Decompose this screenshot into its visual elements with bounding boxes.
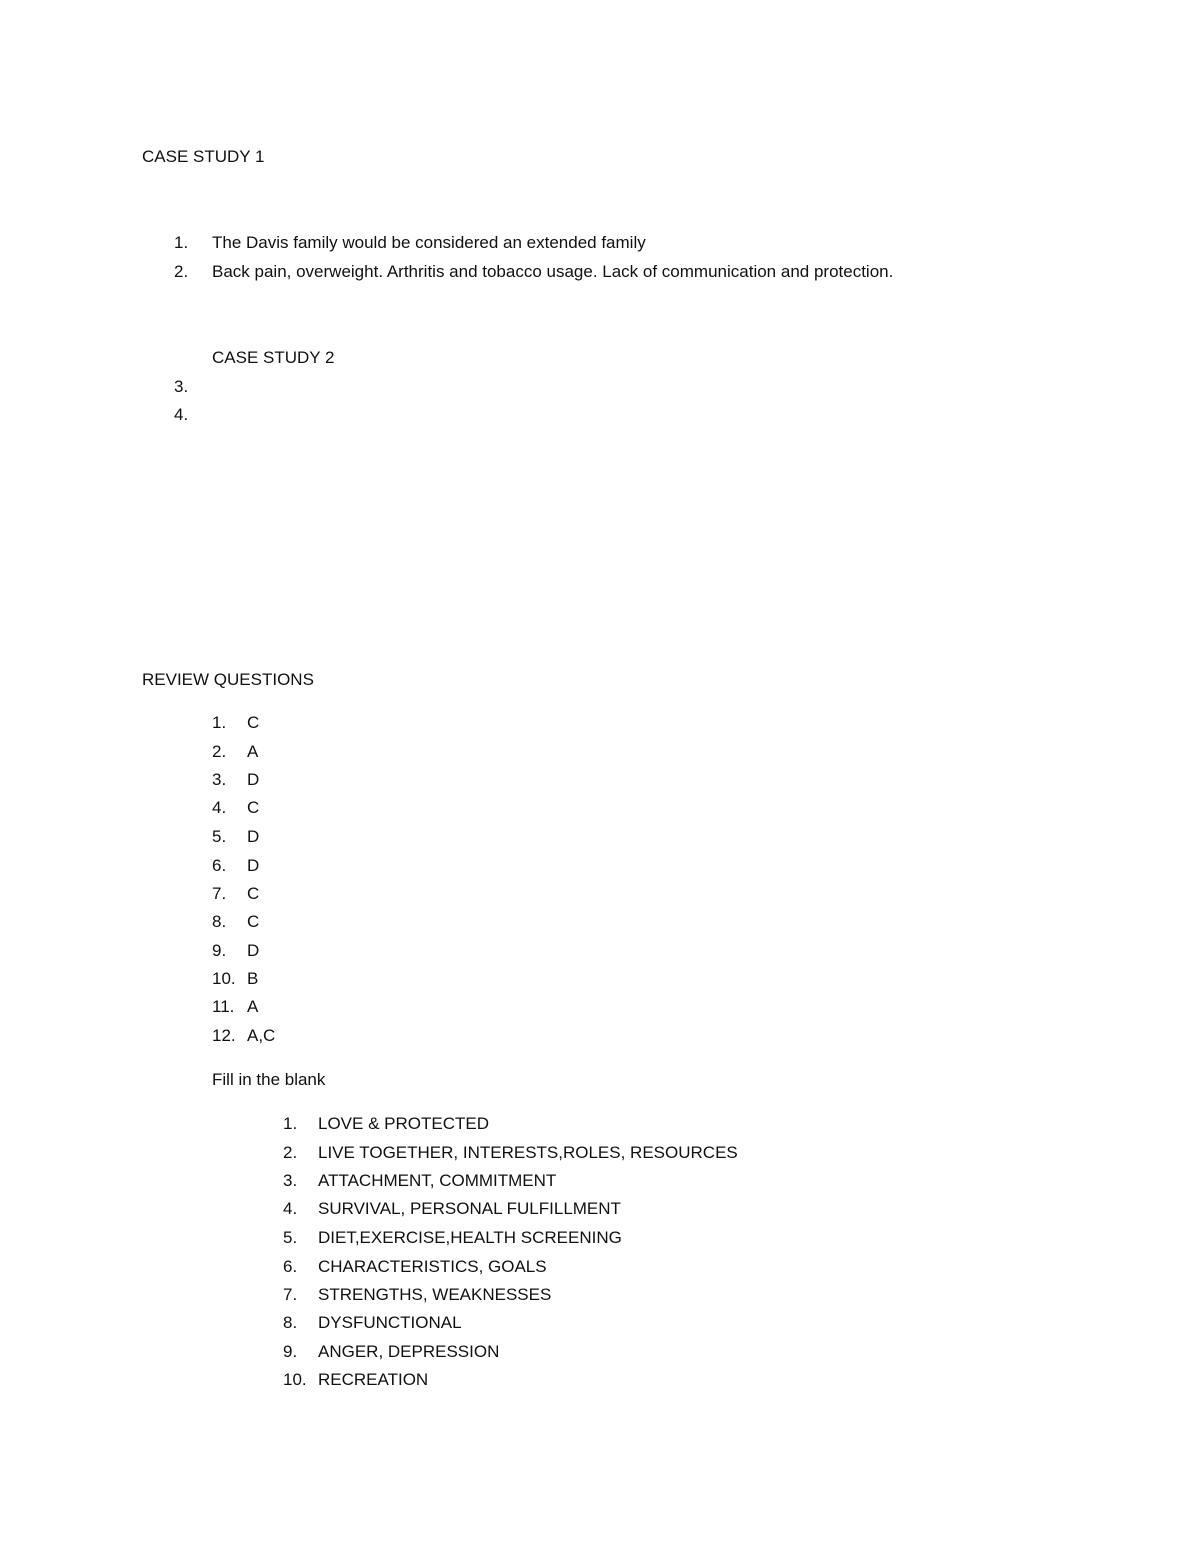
list-item-number: 10. — [212, 969, 236, 988]
list-item-text: C — [247, 798, 260, 817]
list-item-text: D — [247, 856, 260, 875]
list-item-text: DYSFUNCTIONAL — [318, 1313, 462, 1332]
list-item-number: 4. — [212, 798, 227, 817]
list-item-text: RECREATION — [318, 1370, 429, 1389]
list-item-text: DIET,EXERCISE,HEALTH SCREENING — [318, 1228, 622, 1247]
list-item-number: 1. — [283, 1114, 298, 1133]
fill-in-the-blank-heading: Fill in the blank — [212, 1070, 326, 1089]
list-item-number: 7. — [283, 1285, 298, 1304]
list-item-text: D — [247, 941, 260, 960]
list-item-text: A — [247, 742, 259, 761]
list-item-number: 3. — [174, 377, 189, 396]
list-item-number: 1. — [174, 233, 189, 252]
list-item-number: 12. — [212, 1026, 236, 1045]
list-item-number: 6. — [283, 1257, 298, 1276]
list-item-number: 9. — [283, 1342, 298, 1361]
list-item-text: LOVE & PROTECTED — [318, 1114, 489, 1133]
review-questions-heading: REVIEW QUESTIONS — [142, 670, 314, 689]
list-item-number: 3. — [283, 1171, 298, 1190]
list-item-number: 4. — [174, 405, 189, 424]
list-item-number: 5. — [212, 827, 227, 846]
list-item-text: B — [247, 969, 259, 988]
case-study-2-heading: CASE STUDY 2 — [212, 348, 335, 367]
list-item-text: STRENGTHS, WEAKNESSES — [318, 1285, 552, 1304]
case-study-1-heading: CASE STUDY 1 — [142, 147, 265, 166]
list-item-number: 2. — [283, 1143, 298, 1162]
list-item-number: 4. — [283, 1199, 298, 1218]
list-item-text: LIVE TOGETHER, INTERESTS,ROLES, RESOURCES — [318, 1143, 738, 1162]
list-item-text: C — [247, 713, 260, 732]
list-item-text: ATTACHMENT, COMMITMENT — [318, 1171, 557, 1190]
list-item-text: CHARACTERISTICS, GOALS — [318, 1257, 547, 1276]
list-item-number: 8. — [283, 1313, 298, 1332]
list-item-number: 7. — [212, 884, 227, 903]
list-item-number: 1. — [212, 713, 227, 732]
list-item-text: Back pain, overweight. Arthritis and tobacco usage. Lack of communication and protection. — [212, 262, 894, 281]
list-item-number: 5. — [283, 1228, 298, 1247]
list-item-text: C — [247, 884, 260, 903]
list-item-number: 2. — [212, 742, 227, 761]
list-item-number: 10. — [283, 1370, 307, 1389]
list-item-text: A,C — [247, 1026, 276, 1045]
list-item-text: D — [247, 827, 260, 846]
list-item-number: 9. — [212, 941, 227, 960]
list-item-number: 8. — [212, 912, 227, 931]
list-item-text: The Davis family would be considered an extended family — [212, 233, 646, 252]
list-item-number: 2. — [174, 262, 189, 281]
list-item-number: 6. — [212, 856, 227, 875]
list-item-number: 3. — [212, 770, 227, 789]
list-item-number: 11. — [212, 997, 235, 1016]
list-item-text: SURVIVAL, PERSONAL FULFILLMENT — [318, 1199, 621, 1218]
list-item-text: A — [247, 997, 259, 1016]
list-item-text: C — [247, 912, 260, 931]
list-item-text: ANGER, DEPRESSION — [318, 1342, 500, 1361]
list-item-text: D — [247, 770, 260, 789]
